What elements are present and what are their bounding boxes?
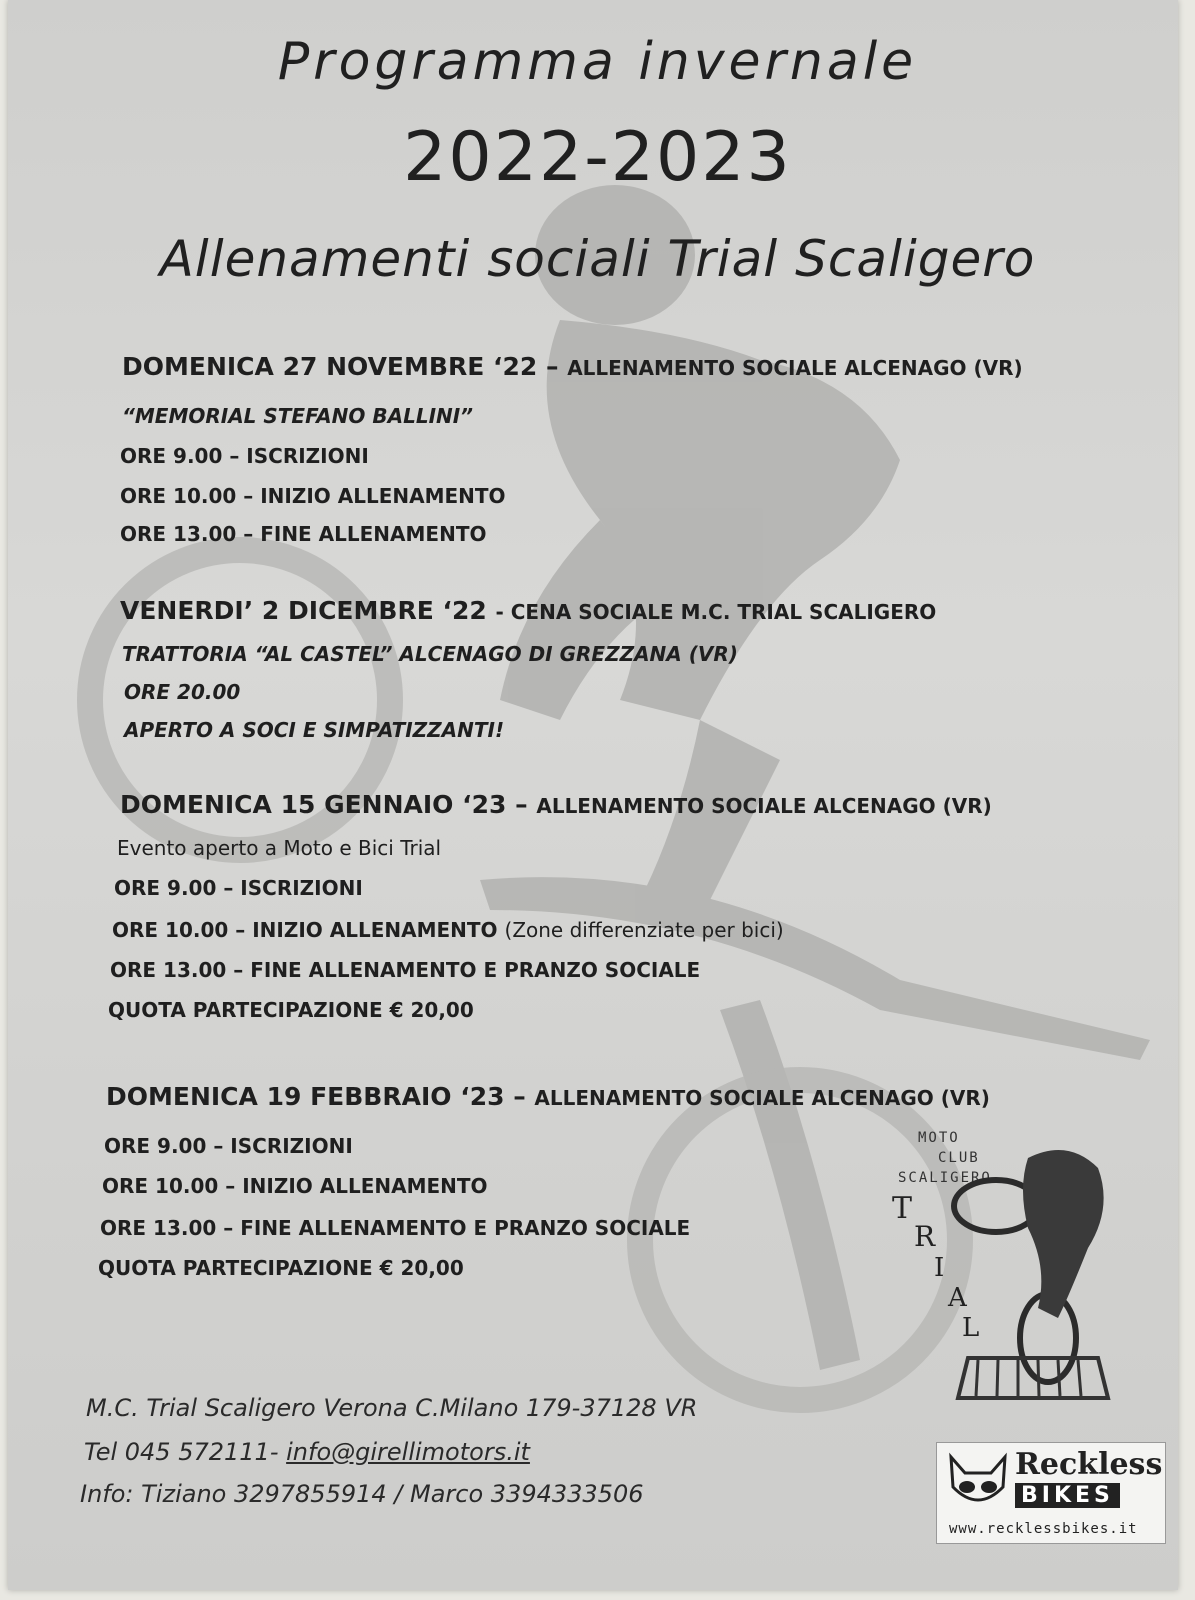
logo-text-moto: MOTO bbox=[918, 1130, 960, 1146]
moto-club-scaligero-logo bbox=[892, 1128, 1128, 1408]
program-subtitle: Allenamenti sociali Trial Scaligero bbox=[159, 230, 1036, 288]
logo-letter: R bbox=[914, 1220, 936, 1253]
event-1-line: ORE 9.00 – ISCRIZIONI bbox=[120, 444, 369, 468]
event-3-fee: QUOTA PARTECIPAZIONE € 20,00 bbox=[108, 998, 474, 1022]
reckless-bikes-logo bbox=[936, 1442, 1166, 1544]
event-4-heading bbox=[106, 1082, 990, 1111]
event-3-date: DOMENICA 15 GENNAIO ‘23 – bbox=[120, 790, 528, 819]
logo-letter: L bbox=[962, 1313, 980, 1343]
event-3-line: ORE 9.00 – ISCRIZIONI bbox=[114, 876, 363, 900]
event-3-line bbox=[112, 918, 784, 942]
event-2-description: - CENA SOCIALE M.C. TRIAL SCALIGERO bbox=[495, 600, 937, 624]
info-contacts: Info: Tiziano 3297855914 / Marco 3394333506 bbox=[80, 1480, 644, 1508]
event-4-line: ORE 13.00 – FINE ALLENAMENTO E PRANZO SOCIALE bbox=[100, 1216, 691, 1240]
event-4-date: DOMENICA 19 FEBBRAIO ‘23 – bbox=[106, 1082, 526, 1111]
club-email-link[interactable]: info@girellimotors.it bbox=[286, 1438, 530, 1466]
sponsor-name-bottom: BIKES bbox=[1015, 1483, 1120, 1508]
event-3-heading bbox=[120, 790, 992, 819]
event-4-line: ORE 9.00 – ISCRIZIONI bbox=[104, 1134, 353, 1158]
club-address: M.C. Trial Scaligero Verona C.Milano 179-37128 VR bbox=[86, 1394, 698, 1422]
logo-text-club: CLUB bbox=[938, 1150, 980, 1166]
logo-letter: I bbox=[934, 1253, 945, 1283]
event-4-description: ALLENAMENTO SOCIALE ALCENAGO (VR) bbox=[534, 1086, 990, 1110]
event-3-start: ORE 10.00 – INIZIO ALLENAMENTO bbox=[112, 918, 498, 942]
event-2-time: ORE 20.00 bbox=[124, 680, 241, 704]
event-3-line: ORE 13.00 – FINE ALLENAMENTO E PRANZO SOCIALE bbox=[110, 958, 701, 982]
event-2-note: APERTO A SOCI E SIMPATIZZANTI! bbox=[124, 718, 505, 742]
logo-letter: T bbox=[892, 1191, 913, 1226]
event-1-date: DOMENICA 27 NOVEMBRE ‘22 – bbox=[122, 352, 559, 381]
event-3-description: ALLENAMENTO SOCIALE ALCENAGO (VR) bbox=[536, 794, 992, 818]
event-2-heading bbox=[120, 596, 936, 625]
logo-text-scaligero: SCALIGERO bbox=[898, 1170, 992, 1186]
contact-line bbox=[84, 1438, 530, 1466]
event-4-fee: QUOTA PARTECIPAZIONE € 20,00 bbox=[98, 1256, 464, 1280]
event-1-heading bbox=[122, 352, 1023, 381]
program-title: Programma invernale bbox=[277, 32, 918, 92]
sponsor-url: www.recklessbikes.it bbox=[949, 1521, 1138, 1537]
event-1-memorial: “MEMORIAL STEFANO BALLINI” bbox=[122, 404, 474, 428]
event-1-line: ORE 10.00 – INIZIO ALLENAMENTO bbox=[120, 484, 506, 508]
event-1-line: ORE 13.00 – FINE ALLENAMENTO bbox=[120, 522, 487, 546]
event-4-line: ORE 10.00 – INIZIO ALLENAMENTO bbox=[102, 1174, 488, 1198]
logo-letter: A bbox=[948, 1283, 967, 1313]
event-1-description: ALLENAMENTO SOCIALE ALCENAGO (VR) bbox=[567, 356, 1023, 380]
event-3-zones-note: (Zone differenziate per bici) bbox=[504, 918, 784, 942]
event-2-date: VENERDI’ 2 DICEMBRE ‘22 bbox=[120, 596, 487, 625]
raccoon-icon bbox=[943, 1447, 1013, 1517]
season-years: 2022-2023 bbox=[403, 118, 792, 197]
sponsor-name-top: Reckless bbox=[1015, 1447, 1163, 1482]
event-3-note: Evento aperto a Moto e Bici Trial bbox=[117, 836, 442, 860]
club-phone: Tel 045 572111- bbox=[84, 1438, 279, 1466]
event-2-venue: TRATTORIA “AL CASTEL” ALCENAGO DI GREZZANA (VR) bbox=[122, 642, 738, 666]
